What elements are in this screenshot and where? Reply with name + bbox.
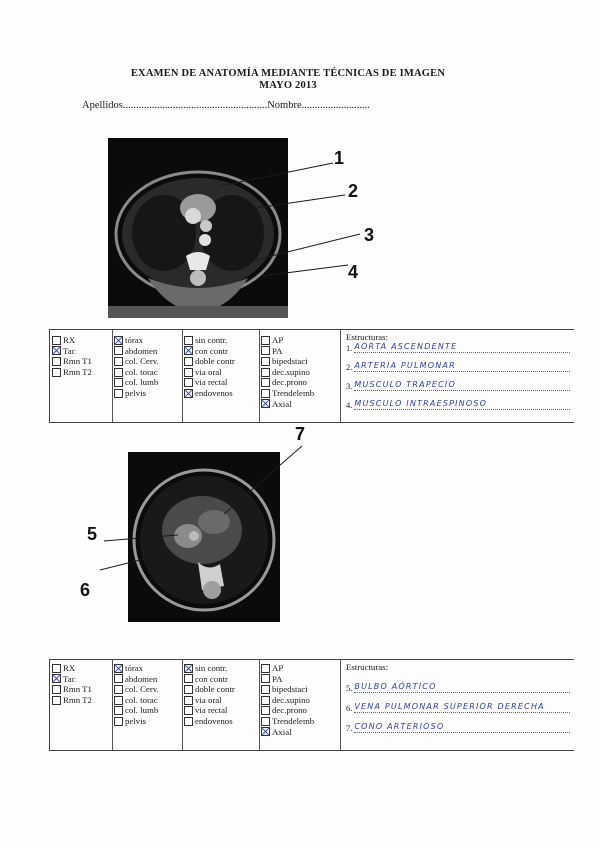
- marker-6: 6: [80, 580, 91, 600]
- structure-answer-row[interactable]: [346, 698, 570, 713]
- checkbox[interactable]: [52, 685, 61, 694]
- checkbox-option[interactable]: [112, 335, 182, 346]
- checkbox[interactable]: [184, 717, 193, 726]
- checkbox-label: Axial: [272, 726, 292, 737]
- technique-options: [50, 330, 112, 377]
- structure-answer[interactable]: MUSCULO INTRAESPINOSO: [354, 399, 570, 410]
- checkbox[interactable]: [114, 706, 123, 715]
- checkbox-option[interactable]: [182, 388, 259, 399]
- contrast-column: [182, 660, 260, 750]
- structure-number: 2.: [346, 362, 353, 372]
- region-column: [112, 660, 183, 750]
- checkbox-option[interactable]: [259, 684, 340, 695]
- checkbox-label: abdomen: [125, 345, 158, 356]
- checkbox-option[interactable]: [50, 663, 112, 674]
- checkbox-label: tórax: [125, 335, 144, 345]
- structure-answer-row[interactable]: [346, 678, 570, 693]
- checkbox-label: tórax: [125, 663, 144, 673]
- structures-title: Estructuras:: [346, 332, 389, 342]
- checkbox-option[interactable]: [50, 695, 112, 706]
- checkbox[interactable]: [261, 357, 270, 366]
- structure-answer[interactable]: MUSCULO TRAPECIO: [354, 380, 570, 391]
- checkbox-option[interactable]: [259, 346, 340, 357]
- checkbox[interactable]: [52, 346, 61, 355]
- checkbox-label: Trendelemb: [272, 715, 315, 726]
- checkbox-option[interactable]: [259, 335, 340, 346]
- checkbox-option[interactable]: [182, 716, 259, 727]
- checkbox-option[interactable]: [182, 367, 259, 378]
- structure-answer-row[interactable]: [346, 357, 570, 372]
- checkbox-label: via rectal: [195, 377, 228, 388]
- region-column: [112, 330, 183, 422]
- contrast-options: [182, 330, 259, 399]
- checkbox-option[interactable]: [50, 356, 112, 367]
- position-options: [259, 330, 340, 409]
- structure-answer[interactable]: VENA PULMONAR SUPERIOR DERECHA: [354, 702, 570, 713]
- checkbox[interactable]: [52, 336, 61, 345]
- region-options: [112, 330, 182, 399]
- checkbox[interactable]: [261, 346, 270, 355]
- checkbox-label: abdomen: [125, 673, 158, 684]
- checkbox[interactable]: [114, 336, 123, 345]
- contrast-column: [182, 330, 260, 422]
- structure-number: 1.: [346, 343, 353, 353]
- checkbox-option[interactable]: [50, 367, 112, 378]
- answer-form-2: [49, 659, 574, 751]
- checkbox[interactable]: [261, 674, 270, 683]
- checkbox-label: pelvis: [125, 387, 147, 398]
- structure-answer[interactable]: CONO ARTERIOSO: [354, 722, 570, 733]
- checkbox-option[interactable]: [112, 705, 182, 716]
- technique-options: [50, 660, 112, 705]
- checkbox[interactable]: [114, 378, 123, 387]
- checkbox-label: dec.supino: [272, 366, 310, 377]
- checkbox-label: bipedstaci: [272, 684, 308, 695]
- checkbox-label: via oral: [195, 366, 222, 377]
- checkbox-option[interactable]: [182, 346, 259, 357]
- checkbox-label: Trendelemb: [272, 387, 315, 398]
- checkbox-label: doble contr: [195, 684, 235, 695]
- checkbox-label: Rmn T2: [63, 366, 92, 377]
- checkbox-option[interactable]: [259, 705, 340, 716]
- name-line[interactable]: Apellidos.......................................................Nombre..........................: [82, 100, 370, 111]
- structure-number: 4.: [346, 400, 353, 410]
- checkbox-label: doble contr: [195, 356, 235, 367]
- checkbox[interactable]: [261, 378, 270, 387]
- checkbox[interactable]: [184, 696, 193, 705]
- structure-number: 3.: [346, 381, 353, 391]
- position-column: [259, 330, 341, 422]
- checkbox-label: via rectal: [195, 705, 228, 716]
- checkbox-label: Rmn T2: [63, 694, 92, 705]
- checkbox[interactable]: [184, 357, 193, 366]
- ct-scan-image-2: [128, 452, 280, 622]
- checkbox-option[interactable]: [259, 663, 340, 674]
- checkbox-label: Tac: [63, 673, 76, 684]
- marker-4: 4: [348, 262, 359, 282]
- checkbox[interactable]: [114, 346, 123, 355]
- structure-answer[interactable]: BULBO AÓRTICO: [354, 682, 570, 693]
- checkbox[interactable]: [114, 368, 123, 377]
- checkbox[interactable]: [261, 336, 270, 345]
- position-column: [259, 660, 341, 750]
- structure-answer-row[interactable]: [346, 338, 570, 353]
- checkbox-option[interactable]: [112, 674, 182, 685]
- marker-3: 3: [364, 225, 375, 245]
- checkbox-label: PA: [272, 673, 283, 684]
- structure-number: 5.: [346, 683, 353, 693]
- ct-scan-image-1: [108, 138, 288, 318]
- marker-1: 1: [334, 148, 345, 168]
- ct-scan-1-drawing: [108, 138, 288, 318]
- checkbox-label: pelvis: [125, 715, 147, 726]
- checkbox-option[interactable]: [112, 367, 182, 378]
- checkbox-option[interactable]: [182, 705, 259, 716]
- checkbox[interactable]: [114, 389, 123, 398]
- checkbox[interactable]: [184, 378, 193, 387]
- checkbox-option[interactable]: [259, 727, 340, 738]
- checkbox-option[interactable]: [259, 356, 340, 367]
- checkbox-option[interactable]: [259, 716, 340, 727]
- checkbox-label: bipedstaci: [272, 356, 308, 367]
- checkbox-label: RX: [63, 663, 76, 673]
- checkbox[interactable]: [261, 706, 270, 715]
- checkbox[interactable]: [261, 685, 270, 694]
- checkbox-label: AP: [272, 335, 284, 345]
- checkbox-option[interactable]: [112, 377, 182, 388]
- checkbox[interactable]: [184, 685, 193, 694]
- checkbox-option[interactable]: [182, 335, 259, 346]
- structure-answer-row[interactable]: [346, 376, 570, 391]
- checkbox-label: dec.prono: [272, 705, 307, 716]
- checkbox-label: con contr: [195, 345, 228, 356]
- checkbox-option[interactable]: [182, 674, 259, 685]
- checkbox-label: col. Cerv.: [125, 356, 159, 367]
- checkbox-label: sin contr.: [195, 335, 228, 345]
- checkbox-label: sin contr.: [195, 663, 228, 673]
- checkbox[interactable]: [184, 674, 193, 683]
- checkbox-option[interactable]: [112, 716, 182, 727]
- checkbox[interactable]: [184, 389, 193, 398]
- exam-title: EXAMEN DE ANATOMÍA MEDIANTE TÉCNICAS DE IMAGEN: [130, 68, 446, 79]
- checkbox-label: endovenos: [195, 715, 233, 726]
- checkbox[interactable]: [261, 696, 270, 705]
- checkbox-label: RX: [63, 335, 76, 345]
- checkbox[interactable]: [52, 357, 61, 366]
- checkbox[interactable]: [184, 346, 193, 355]
- structures-title: Estructuras:: [346, 662, 389, 672]
- checkbox-label: col. torac: [125, 694, 158, 705]
- checkbox-label: con contr: [195, 673, 228, 684]
- marker-5: 5: [87, 524, 98, 544]
- checkbox-option[interactable]: [112, 388, 182, 399]
- checkbox-option[interactable]: [112, 695, 182, 706]
- checkbox[interactable]: [184, 706, 193, 715]
- checkbox-label: endovenos: [195, 387, 233, 398]
- structures-column: [340, 330, 574, 422]
- checkbox-label: dec.supino: [272, 694, 310, 705]
- marker-7: 7: [295, 424, 306, 444]
- checkbox[interactable]: [261, 399, 270, 408]
- checkbox[interactable]: [261, 727, 270, 736]
- checkbox-label: Rmn T1: [63, 684, 92, 695]
- checkbox-label: dec.prono: [272, 377, 307, 388]
- checkbox-option[interactable]: [50, 335, 112, 346]
- checkbox-label: col. lumb: [125, 705, 159, 716]
- structure-answer[interactable]: AORTA ASCENDENTE: [354, 342, 570, 353]
- checkbox[interactable]: [52, 664, 61, 673]
- checkbox[interactable]: [52, 674, 61, 683]
- checkbox-label: AP: [272, 663, 284, 673]
- checkbox-option[interactable]: [259, 367, 340, 378]
- checkbox[interactable]: [261, 368, 270, 377]
- checkbox-option[interactable]: [112, 684, 182, 695]
- technique-column: [50, 660, 113, 750]
- checkbox-label: col. torac: [125, 366, 158, 377]
- checkbox[interactable]: [114, 674, 123, 683]
- checkbox-option[interactable]: [259, 377, 340, 388]
- checkbox[interactable]: [184, 368, 193, 377]
- checkbox-label: Axial: [272, 398, 292, 409]
- structure-answer-row[interactable]: [346, 395, 570, 410]
- checkbox-option[interactable]: [112, 346, 182, 357]
- checkbox-option[interactable]: [112, 356, 182, 367]
- structure-number: 7.: [346, 723, 353, 733]
- checkbox-label: PA: [272, 345, 283, 356]
- checkbox[interactable]: [184, 664, 193, 673]
- checkbox[interactable]: [114, 717, 123, 726]
- checkbox[interactable]: [52, 696, 61, 705]
- checkbox-option[interactable]: [182, 684, 259, 695]
- structure-answer[interactable]: ARTERIA PULMONAR: [354, 361, 570, 372]
- checkbox-option[interactable]: [112, 663, 182, 674]
- checkbox[interactable]: [184, 336, 193, 345]
- checkbox[interactable]: [114, 357, 123, 366]
- region-options: [112, 660, 182, 727]
- checkbox-option[interactable]: [259, 399, 340, 410]
- checkbox-option[interactable]: [259, 388, 340, 399]
- structures-column: [340, 660, 574, 750]
- marker-2: 2: [348, 181, 359, 201]
- checkbox-label: col. lumb: [125, 377, 159, 388]
- checkbox[interactable]: [261, 664, 270, 673]
- technique-column: [50, 330, 113, 422]
- checkbox-label: col. Cerv.: [125, 684, 159, 695]
- structure-number: 6.: [346, 703, 353, 713]
- checkbox[interactable]: [114, 685, 123, 694]
- checkbox-option[interactable]: [182, 356, 259, 367]
- checkbox-option[interactable]: [182, 695, 259, 706]
- checkbox-option[interactable]: [50, 674, 112, 685]
- checkbox-label: via oral: [195, 694, 222, 705]
- checkbox-option[interactable]: [182, 663, 259, 674]
- structure-answer-row[interactable]: [346, 718, 570, 733]
- checkbox-option[interactable]: [50, 346, 112, 357]
- checkbox[interactable]: [114, 664, 123, 673]
- checkbox[interactable]: [52, 368, 61, 377]
- checkbox-option[interactable]: [259, 695, 340, 706]
- checkbox-label: Rmn T1: [63, 356, 92, 367]
- checkbox-option[interactable]: [50, 684, 112, 695]
- contrast-options: [182, 660, 259, 727]
- checkbox-option[interactable]: [182, 377, 259, 388]
- ct-scan-2-drawing: [128, 452, 280, 622]
- position-options: [259, 660, 340, 737]
- checkbox[interactable]: [261, 389, 270, 398]
- checkbox[interactable]: [261, 717, 270, 726]
- checkbox-option[interactable]: [259, 674, 340, 685]
- exam-date: MAYO 2013: [259, 80, 317, 91]
- answer-form-1: [49, 329, 574, 423]
- checkbox[interactable]: [114, 696, 123, 705]
- checkbox-label: Tac: [63, 345, 76, 356]
